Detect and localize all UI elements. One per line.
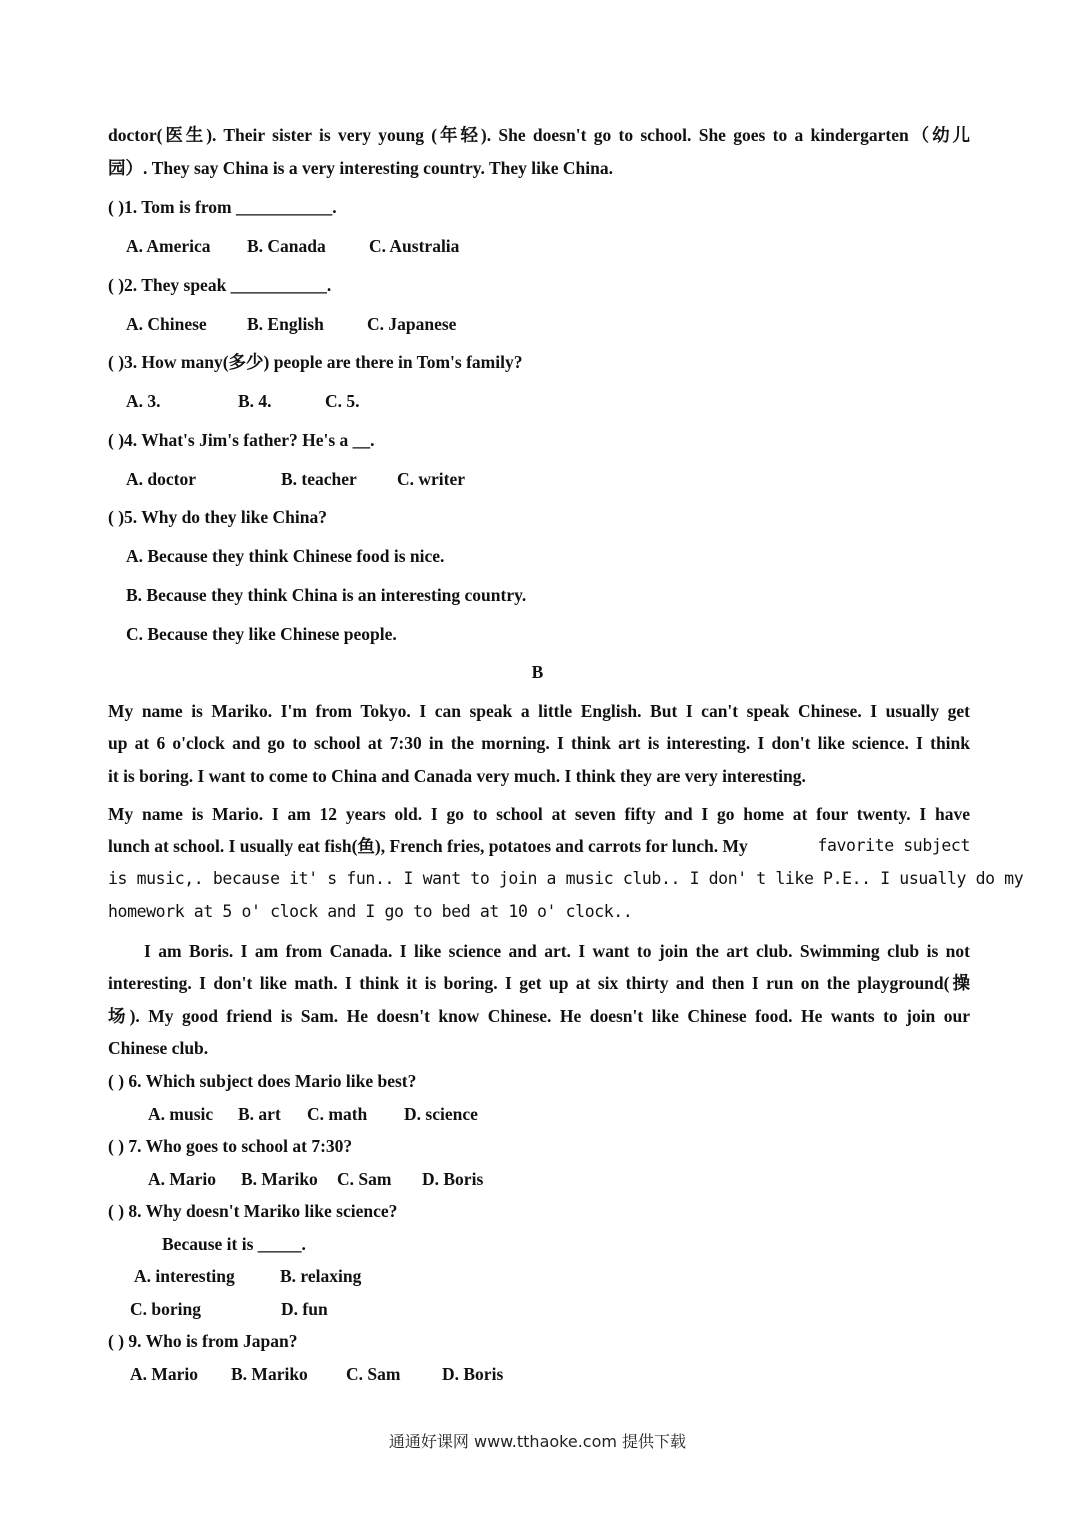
option-a: A. interesting: [134, 1266, 235, 1286]
boris-line-3: 场). My good friend is Sam. He doesn't know Chinese. He doesn't like Chinese food. He wants to join our: [108, 1006, 970, 1026]
question-7-options: [148, 1168, 1010, 1190]
boris-line-4: Chinese club.: [108, 1038, 209, 1058]
option-b: B. Mariko: [231, 1364, 308, 1384]
question-8: ( ) 8. Why doesn't Mariko like science?: [108, 1201, 398, 1221]
mariko-line-1: My name is Mariko. I'm from Tokyo. I can speak a little English. But I can't speak Chinese. I usually get: [108, 701, 970, 721]
option-b: B. Canada: [247, 236, 326, 256]
option-c: C. boring: [130, 1299, 201, 1319]
boris-line-1: I am Boris. I am from Canada. I like science and art. I want to join the art club. Swimming club is not: [144, 941, 970, 961]
question-2-options: [126, 313, 988, 335]
passage-a-line-1: doctor(医生). Their sister is very young (年轻). She doesn't go to school. She goes to a kindergarten（幼儿: [108, 125, 970, 145]
mario-line-4: homework at 5 o' clock and I go to bed at 10 o' clock..: [108, 902, 633, 921]
option-a: A. Chinese: [126, 314, 207, 334]
question-6-options: [148, 1103, 1010, 1125]
question-7: ( ) 7. Who goes to school at 7:30?: [108, 1136, 353, 1156]
question-8-options-row-1: [134, 1265, 996, 1287]
mario-line-1: My name is Mario. I am 12 years old. I go to school at seven fifty and I go home at four twenty. I have: [108, 804, 970, 824]
option-a: A. 3.: [126, 391, 161, 411]
mario-line-3: is music,. because it' s fun.. I want to join a music club.. I don' t like P.E.. I usually do my: [108, 869, 1024, 888]
option-b: B. relaxing: [280, 1266, 362, 1286]
option-a: A. Mario: [148, 1169, 217, 1189]
question-5-option-c: C. Because they like Chinese people.: [126, 624, 397, 644]
option-b: B. Mariko: [241, 1169, 318, 1189]
question-5: ( )5. Why do they like China?: [108, 507, 327, 527]
option-c: C. Japanese: [367, 314, 457, 334]
question-3: ( )3. How many(多少) people are there in Tom's family?: [108, 352, 523, 372]
mariko-line-3: it is boring. I want to come to China and Canada very much. I think they are very interesting.: [108, 766, 806, 786]
option-d: D. science: [404, 1104, 478, 1124]
mariko-line-2: up at 6 o'clock and go to school at 7:30 in the morning. I think art is interesting. I don't like science. I think: [108, 733, 970, 753]
question-4-options: [126, 468, 988, 490]
option-d: D. Boris: [422, 1169, 484, 1189]
option-c: C. Sam: [337, 1169, 392, 1189]
mario-line-2-text: lunch at school. I usually eat fish(鱼), French fries, potatoes and carrots for lunch. My: [108, 836, 748, 856]
option-c: C. Australia: [369, 236, 460, 256]
question-9-options: [130, 1363, 992, 1385]
option-a: A. music: [148, 1104, 214, 1124]
passage-a-line-2: 园）. They say China is a very interesting country. They like China.: [108, 158, 613, 178]
question-3-options: [126, 390, 988, 412]
option-a: A. Mario: [130, 1364, 199, 1384]
option-b: B. art: [238, 1104, 281, 1124]
option-b: B. 4.: [238, 391, 272, 411]
option-d: D. Boris: [442, 1364, 504, 1384]
option-b: B. English: [247, 314, 324, 334]
question-5-option-a: A. Because they think Chinese food is nice.: [126, 546, 445, 566]
option-b: B. teacher: [281, 469, 357, 489]
question-4: ( )4. What's Jim's father? He's a __.: [108, 430, 375, 450]
page-footer: 通通好课网 www.tthaoke.com 提供下载: [388, 1432, 687, 1451]
option-c: C. math: [307, 1104, 368, 1124]
mario-line-2-mono: favorite subject: [817, 836, 970, 855]
question-9: ( ) 9. Who is from Japan?: [108, 1331, 298, 1351]
option-d: D. fun: [281, 1299, 328, 1319]
section-b-heading: B: [531, 662, 544, 682]
question-8-stem: Because it is _____.: [162, 1234, 306, 1254]
question-6: ( ) 6. Which subject does Mario like best?: [108, 1071, 417, 1091]
question-5-option-b: B. Because they think China is an interesting country.: [126, 585, 527, 605]
option-c: C. 5.: [325, 391, 360, 411]
question-1: ( )1. Tom is from ___________.: [108, 197, 337, 217]
option-a: A. America: [126, 236, 211, 256]
option-c: C. writer: [397, 469, 466, 489]
option-a: A. doctor: [126, 469, 196, 489]
boris-line-2: interesting. I don't like math. I think it is boring. I get up at six thirty and then I run on the playground(操: [108, 973, 970, 993]
mario-line-2: [108, 835, 970, 857]
question-1-options: [126, 235, 988, 257]
question-2: ( )2. They speak ___________.: [108, 275, 332, 295]
question-8-options-row-2: [130, 1298, 992, 1320]
option-c: C. Sam: [346, 1364, 401, 1384]
